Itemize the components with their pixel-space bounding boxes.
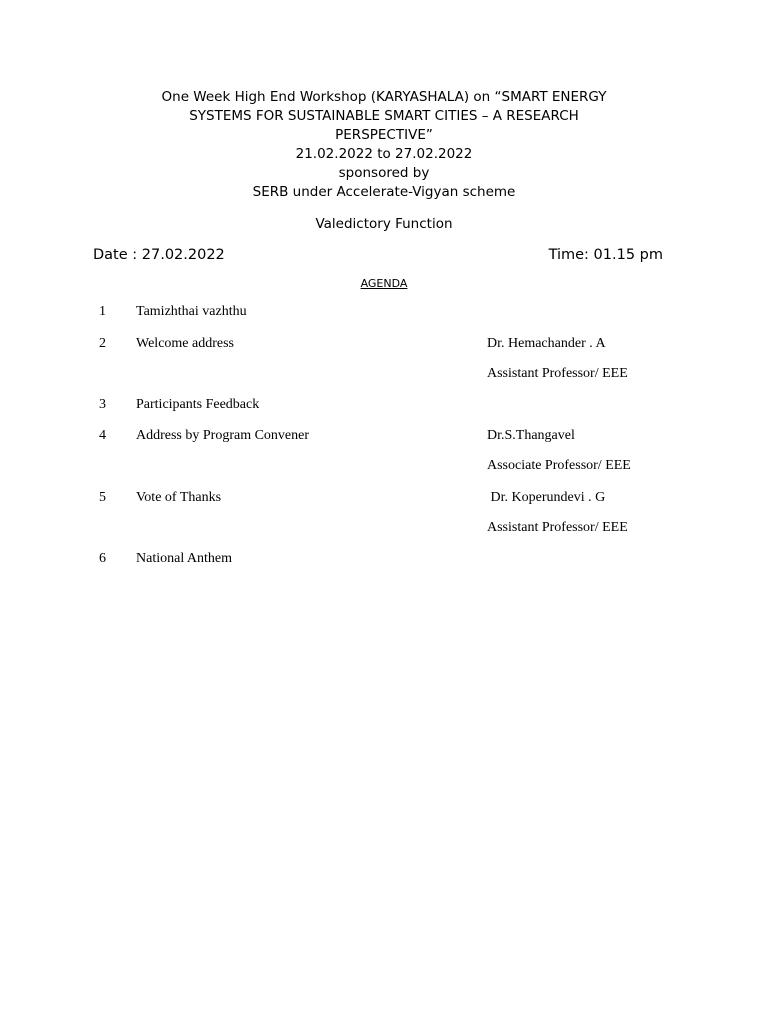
heading-line-6: SERB under Accelerate-Vigyan scheme xyxy=(252,184,516,200)
time-label: Time: 01.15 pm xyxy=(548,247,663,263)
agenda-item: Tamizhthai vazhthu xyxy=(136,304,247,319)
agenda-item: Vote of Thanks xyxy=(136,490,222,505)
agenda-number: 5 xyxy=(99,490,106,505)
date-label: Date : 27.02.2022 xyxy=(93,247,225,263)
agenda-speaker: Dr.S.Thangavel xyxy=(487,428,575,443)
agenda-item: Address by Program Convener xyxy=(136,428,310,443)
agenda-speaker: Dr. Koperundevi . G xyxy=(487,490,606,505)
heading-line-5: sponsored by xyxy=(338,165,430,181)
agenda-designation: Associate Professor/ EEE xyxy=(487,458,631,473)
agenda-number: 2 xyxy=(99,336,106,351)
agenda-item: Welcome address xyxy=(136,336,234,351)
agenda-title: AGENDA xyxy=(360,277,408,290)
agenda-number: 6 xyxy=(99,551,106,566)
function-subtitle: Valedictory Function xyxy=(315,216,453,232)
heading-line-2: SYSTEMS FOR SUSTAINABLE SMART CITIES – A RESEARCH xyxy=(189,108,579,124)
workshop-heading xyxy=(84,88,684,202)
agenda-designation: Assistant Professor/ EEE xyxy=(487,520,628,535)
agenda-item: Participants Feedback xyxy=(136,397,260,412)
agenda-designation: Assistant Professor/ EEE xyxy=(487,366,628,381)
agenda-number: 1 xyxy=(99,304,106,319)
agenda-item: National Anthem xyxy=(136,551,233,566)
agenda-number: 3 xyxy=(99,397,106,412)
agenda-speaker: Dr. Hemachander . A xyxy=(487,336,606,351)
heading-line-1: One Week High End Workshop (KARYASHALA) on “SMART ENERGY xyxy=(161,89,607,105)
heading-line-4: 21.02.2022 to 27.02.2022 xyxy=(295,146,473,162)
agenda-number: 4 xyxy=(99,428,106,443)
heading-line-3: PERSPECTIVE” xyxy=(335,127,433,143)
